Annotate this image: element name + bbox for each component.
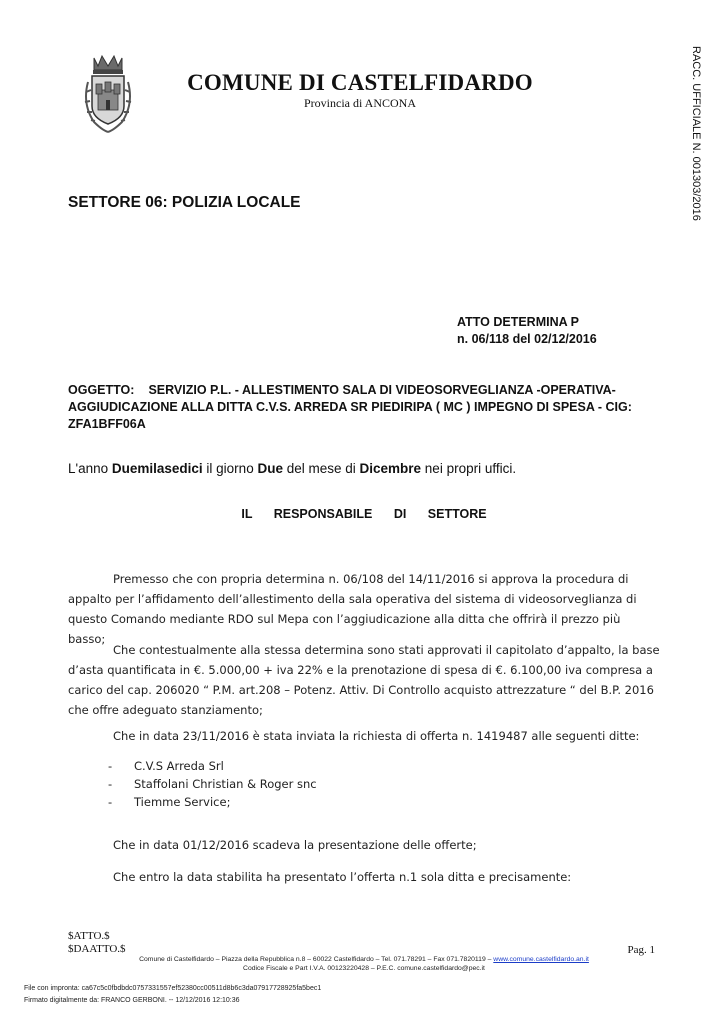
castelfidardo-crest-icon xyxy=(80,52,136,136)
anno-month: Dicembre xyxy=(359,461,422,476)
atto-number: n. 06/118 del 02/12/2016 xyxy=(457,332,597,346)
signature-hash: File con impronta: ca67c5c0fbdbdc0757331557ef52380cc00511d8b6c3da07917728925fa5bec1 xyxy=(24,985,322,992)
provincia-subtitle: Provincia di ANCONA xyxy=(304,96,416,110)
paragraph-premesso: Premesso che con propria determina n. 06/108 del 14/11/2016 si approva la procedura di appalto per l’affidamento dell’allestimento della sala operativa del sistema di videosorveglianza di questo Comando mediante RDO sul Mepa con l’aggiudicazione alla ditta che offrirà il prezzo più basso; xyxy=(68,572,637,646)
anno-line xyxy=(68,461,516,476)
footer-fiscal: Codice Fiscale e Part I.V.A. 00123220428 – P.E.C. comune.castelfidardo@pec.it xyxy=(243,965,485,972)
anno-day: Due xyxy=(257,461,283,476)
list-item: - Tiemme Service; xyxy=(108,793,317,811)
list-item: - C.V.S Arreda Srl xyxy=(108,757,317,775)
settore-heading: SETTORE 06: POLIZIA LOCALE xyxy=(68,194,301,211)
page-number: Pag. 1 xyxy=(627,944,655,956)
footer-website-link[interactable]: www.comune.castelfidardo.an.it xyxy=(493,956,589,963)
comune-title: COMUNE DI CASTELFIDARDO xyxy=(187,70,533,95)
protocol-stamp: RACC. UFFICIALE N. 001303/2016 xyxy=(690,46,702,221)
footer-address xyxy=(68,956,660,963)
paragraph-contestualmente: Che contestualmente alla stessa determina sono stati approvati il capitolato d’appalto, la base d’asta quantificata in €. 5.000,00 + iva 22% e la prenotazione di spesa di €. 6.100,00 iva compresa a carico del cap. 206020 “ P.M. art.208 – Potenz. Attiv. Di Controllo acquisto attrezzature “ del B.P. 2016 che offre adeguato stanziamento; xyxy=(68,643,660,717)
anno-text-4: nei propri uffici. xyxy=(421,461,517,476)
atto-block xyxy=(457,314,597,348)
footer-address-text: Comune di Castelfidardo – Piazza della Repubblica n.8 – 60022 Castelfidardo – Tel. 071.78291 – Fax 071.7820119 – xyxy=(139,956,494,963)
daatto-placeholder: $DAATTO.$ xyxy=(68,943,126,955)
oggetto-block xyxy=(68,382,660,433)
anno-year: Duemilasedici xyxy=(111,461,203,476)
paragraph-entro: Che entro la data stabilita ha presentato l’offerta n.1 sola ditta e precisamente: xyxy=(113,870,572,884)
anno-text-3: del mese di xyxy=(282,461,360,476)
anno-text-1: L'anno xyxy=(68,461,112,476)
atto-type: ATTO DETERMINA P xyxy=(457,315,579,329)
atto-placeholder: $ATTO.$ xyxy=(68,930,110,942)
oggetto-text: SERVIZIO P.L. - ALLESTIMENTO SALA DI VIDEOSORVEGLIANZA -OPERATIVA- AGGIUDICAZIONE ALLA DITTA C.V.S. ARREDA SR PIEDIRIPA ( MC ) IMPEGNO DI SPESA - CIG: ZFA1BFF06A xyxy=(68,383,632,431)
responsabile-heading: IL RESPONSABILE DI SETTORE xyxy=(241,507,487,521)
list-item: - Staffolani Christian & Roger snc xyxy=(108,775,317,793)
oggetto-label: OGGETTO: xyxy=(68,383,135,397)
signature-signer: Firmato digitalmente da: FRANCO GERBONI. -- 12/12/2016 12:10:36 xyxy=(24,997,240,1004)
ditte-list xyxy=(108,757,317,811)
anno-text-2: il giorno xyxy=(202,461,258,476)
paragraph-richiesta: Che in data 23/11/2016 è stata inviata la richiesta di offerta n. 1419487 alle seguenti ditte: xyxy=(113,729,640,743)
paragraph-scadeva: Che in data 01/12/2016 scadeva la presentazione delle offerte; xyxy=(113,838,477,852)
